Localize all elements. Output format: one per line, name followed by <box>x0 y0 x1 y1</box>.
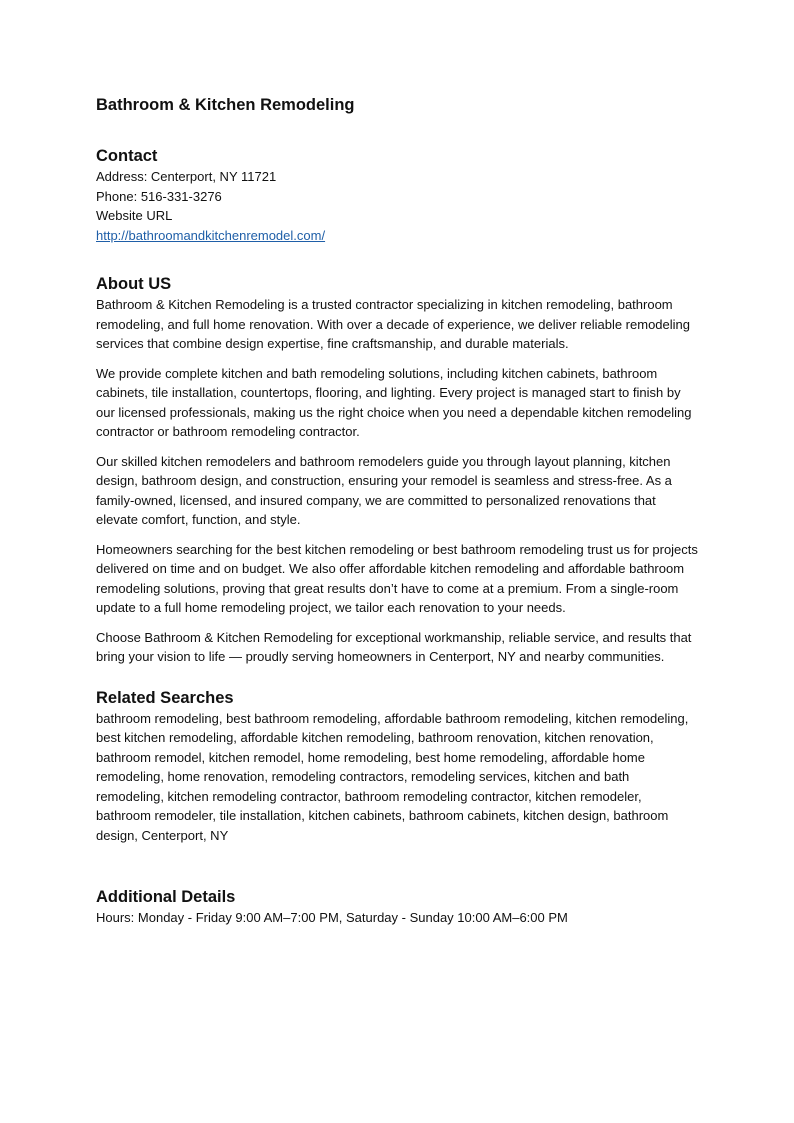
about-section <box>96 273 698 667</box>
contact-section <box>96 145 698 245</box>
about-paragraph: Bathroom & Kitchen Remodeling is a trusted contractor specializing in kitchen remodeling, bathroom remodeling, and full home renovation. With over a decade of experience, we deliver reliable remodeling services that combine design expertise, fine craftsmanship, and durable materials. <box>96 297 691 351</box>
related-searches-heading: Related Searches <box>96 688 234 707</box>
about-heading: About US <box>96 275 172 293</box>
additional-details-heading: Additional Details <box>96 888 236 906</box>
website-label: Website URL <box>96 208 173 223</box>
related-searches-section <box>96 687 698 846</box>
contact-heading: Contact <box>96 147 158 165</box>
hours-text: Hours: Monday - Friday 9:00 AM–7:00 PM, Saturday - Sunday 10:00 AM–6:00 PM <box>96 910 568 925</box>
about-paragraph: We provide complete kitchen and bath remodeling solutions, including kitchen cabinets, bathroom cabinets, tile installation, countertops, flooring, and lighting. Every project is managed start to finish by our licensed professionals, making us the right choice when you need a dependable kitchen remodeling contractor or bathroom remodeling contractor. <box>96 365 692 439</box>
related-searches-text: bathroom remodeling, best bathroom remodeling, affordable bathroom remodeling, kitchen remodeling, best kitchen remodeling, affordable kitchen remodeling, bathroom renovation, kitchen renovation, bathroom remodel, kitchen remodel, home remodeling, best home remodeling, affordable home remodeling, home renovation, remodeling contractors, remodeling services, kitchen and bath remodeling, kitchen remodeling contractor, bathroom remodeling contractor, kitchen remodeler, bathroom remodeler, tile installation, kitchen cabinets, bathroom cabinets, kitchen design, bathroom design, Centerport, NY <box>96 710 689 843</box>
contact-address: Address: Centerport, NY 11721 <box>96 169 277 184</box>
page-title: Bathroom & Kitchen Remodeling <box>96 96 355 114</box>
about-paragraph: Our skilled kitchen remodelers and bathroom remodelers guide you through layout planning, kitchen design, bathroom design, and construction, ensuring your remodel is seamless and stress-free. As a family-owned, licensed, and insured company, we are committed to personalized renovations that elevate comfort, function, and style. <box>96 453 672 527</box>
additional-details-section <box>96 886 698 928</box>
about-paragraph: Homeowners searching for the best kitchen remodeling or best bathroom remodeling trust us for projects delivered on time and on budget. We also offer affordable kitchen remodeling and affordable bathroom remodeling solutions, proving that great results don’t have to come at a premium. From a single-room update to a full home remodeling project, we tailor each renovation to your needs. <box>96 541 698 615</box>
website-link-line <box>96 226 698 246</box>
website-link[interactable]: http://bathroomandkitchenremodel.com/ <box>96 227 326 243</box>
contact-phone: Phone: 516-331-3276 <box>96 188 222 204</box>
about-paragraph: Choose Bathroom & Kitchen Remodeling for exceptional workmanship, reliable service, and results that bring your vision to life — proudly serving homeowners in Centerport, NY and nearby communities. <box>96 629 692 664</box>
